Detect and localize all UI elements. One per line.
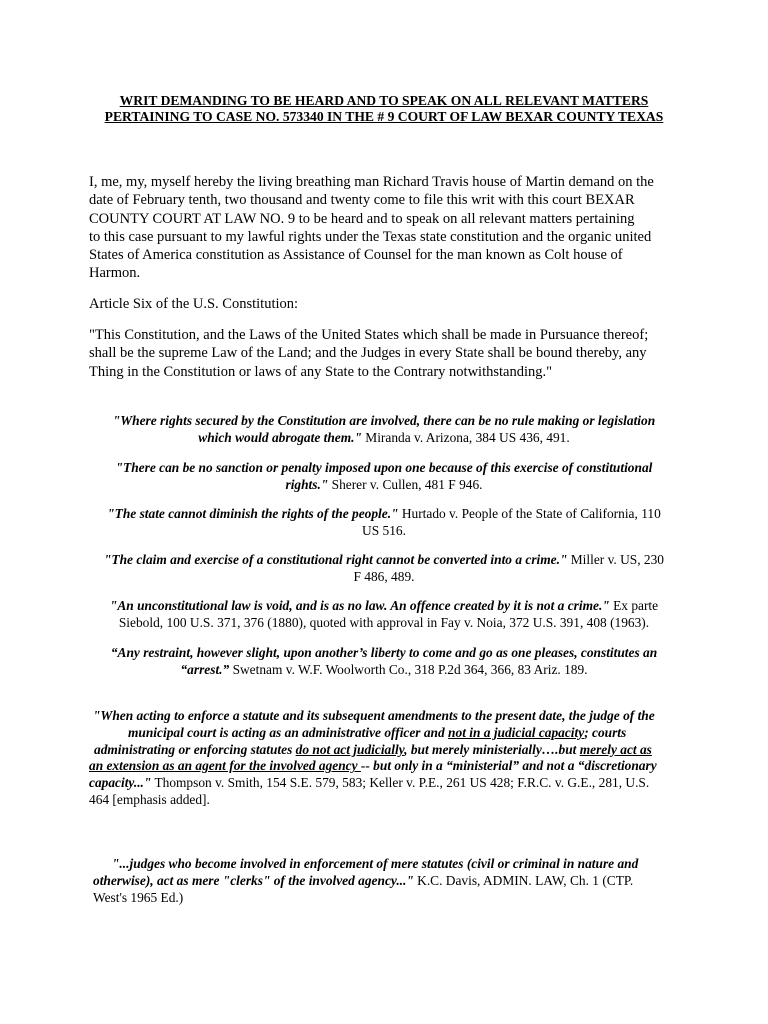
emphasis-text: do not act judicially (295, 741, 405, 757)
quote-text: “Any restraint, however slight, upon another’s liberty to come and go as one pleases, constitutes an (110, 645, 658, 660)
citation: Siebold, 100 U.S. 371, 376 (1880), quoted with approval in Fay v. Noia, 372 U.S. 391, 408 (1963). (118, 614, 650, 630)
intro-line: I, me, my, myself hereby the living breathing man Richard Travis house of Martin demand on the (89, 174, 654, 190)
quote-text: otherwise), act as mere "clerks" of the involved agency..." (93, 872, 414, 888)
intro-line: date of February tenth, two thousand and twenty come to file this writ with this court BEXAR (89, 192, 635, 209)
quote-text: "Where rights secured by the Constitution are involved, there can be no rule making or legislation (112, 413, 656, 428)
intro-line: States of America constitution as Assistance of Counsel for the man known as Colt house of (89, 247, 623, 264)
citation: Hurtado v. People of the State of California, 110 (398, 506, 661, 521)
citation: US 516. (362, 522, 406, 538)
title-line-1-part-a: WRIT DEMANDING TO BE HEARD AND TO SPEAK ON ALL (119, 93, 502, 108)
citation: 464 [emphasis added]. (89, 791, 210, 807)
quote-text: administrating or enforcing statutes (94, 741, 296, 757)
quote-text: which would abrogate them." (198, 429, 362, 445)
citation: Miranda v. Arizona, 384 US 436, 491. (361, 429, 570, 445)
quote-text: "The state cannot diminish the rights of the people." (107, 506, 399, 521)
citation: Miller v. US, 230 (567, 552, 665, 567)
title-line-1-part-b: RELEVANT MATTERS (505, 93, 649, 108)
citation: Ex parte (609, 598, 659, 613)
emphasis-text: merely act as (579, 741, 652, 757)
swetnam-quote (89, 645, 679, 679)
document-title (80, 93, 688, 125)
article-six-quote (89, 326, 689, 381)
thompson-quote (89, 708, 679, 809)
article-heading: Article Six of the U.S. Constitution: (89, 296, 299, 312)
quote-text: ; courts (584, 724, 627, 740)
citation: Swetnam v. W.F. Woolworth Co., 318 P.2d 364, 366, 83 Ariz. 189. (229, 661, 588, 677)
article-quote-line: Thing in the Constitution or laws of any State to the Contrary notwithstanding." (89, 363, 553, 380)
intro-line: to this case pursuant to my lawful rights under the Texas state constitution and the organic united (89, 228, 652, 245)
quote-text: -- but only in a “ministerial” and not a “discretionary (360, 758, 657, 774)
quote-text: rights." (285, 476, 329, 492)
citation: Thompson v. Smith, 154 S.E. 579, 583; Keller v. P.E., 261 US 428; F.R.C. v. G.E., 281, U.S. (151, 775, 650, 791)
quote-text: "There can be no sanction or penalty imposed upon one because of this exercise of constitutional (115, 460, 653, 475)
title-line-1 (80, 93, 688, 109)
quote-text: , but merely ministerially….but (404, 741, 580, 757)
quote-text: capacity..." (89, 775, 152, 791)
citation: F 486, 489. (353, 568, 415, 584)
siebold-quote (89, 598, 679, 632)
quote-text: "The claim and exercise of a constitutional right cannot be converted into a crime." (103, 552, 568, 567)
title-line-2: PERTAINING TO CASE NO. 573340 IN THE # 9 COURT OF LAW BEXAR COUNTY TEXAS (104, 109, 664, 124)
citation: K.C. Davis, ADMIN. LAW, Ch. 1 (CTP. (413, 872, 634, 888)
quote-text: "When acting to enforce a statute and its subsequent amendments to the present date, the judge of the (93, 708, 655, 723)
article-quote-line: "This Constitution, and the Laws of the United States which shall be made in Pursuance thereof; (89, 327, 649, 343)
intro-line: COUNTY COURT AT LAW NO. 9 to be heard and to speak on all relevant matters pertaining (89, 210, 635, 227)
davis-quote (89, 856, 679, 906)
miranda-quote (89, 413, 679, 447)
emphasis-text: not in a judicial capacity (448, 724, 585, 740)
intro-line: Harmon. (89, 265, 141, 282)
miller-quote (89, 552, 679, 586)
sherer-quote (89, 460, 679, 494)
article-quote-line: shall be the supreme Law of the Land; and the Judges in every State shall be bound thereby, any (89, 345, 647, 362)
quote-text: municipal court is acting as an administrative officer and (128, 724, 449, 740)
quote-text: "...judges who become involved in enforcement of mere statutes (civil or criminal in nature and (112, 856, 639, 871)
citation: Sherer v. Cullen, 481 F 946. (328, 476, 483, 492)
intro-paragraph (89, 173, 689, 283)
quote-text: "An unconstitutional law is void, and is as no law. An offence created by it is not a crime." (109, 598, 610, 613)
quote-text: “arrest.” (180, 661, 230, 677)
citation: West's 1965 Ed.) (93, 889, 184, 905)
hurtado-quote (89, 506, 679, 540)
emphasis-text: an extension as an agent for the involved agency (89, 758, 361, 774)
